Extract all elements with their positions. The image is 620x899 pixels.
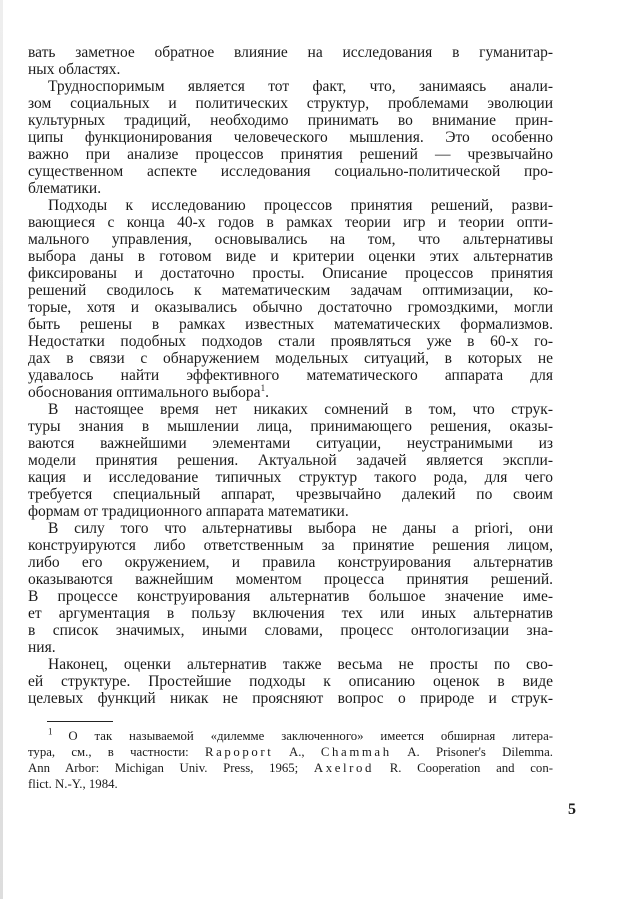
footnote-text: A.,	[273, 745, 321, 759]
page-number: 5	[568, 801, 576, 818]
text-line: Недостатки подобных подходов стали проявляться уже в 60-х го-	[28, 333, 553, 350]
text-line: ет аргументация в пользу включения тех или иных альтернатив	[28, 605, 553, 622]
text-line: быть решены в рамках известных математических формализмов.	[28, 316, 553, 333]
text-line: в список значимых, иными словами, процесс онтологизации зна-	[28, 622, 553, 639]
author-name: Rapoport	[205, 745, 274, 759]
text-line: В процессе конструирования альтернатив большое значение име-	[28, 588, 553, 605]
footnote-line	[28, 776, 553, 792]
footnote-text: тура, см., в частности:	[28, 745, 205, 759]
text-line: конструируются либо ответственным за принятие решения лицом,	[28, 537, 553, 554]
author-name: Axelrod	[313, 761, 375, 775]
text-line: ей структуре. Простейшие подходы к описанию оценок в виде	[28, 673, 553, 690]
text-line: решений сводилось к математическим задачам оптимизации, ко-	[28, 282, 553, 299]
footnote-text: Ann Arbor: Michigan Univ. Press, 1965;	[28, 761, 314, 775]
text-line: дах в связи с обнаружением модельных ситуаций, в которых не	[28, 350, 553, 367]
text-line: выбора даны в готовом виде и критерии оценки этих альтернатив	[28, 248, 553, 265]
text-line: модели принятия решения. Актуальной задачей является экспли-	[28, 452, 553, 469]
text-line: ния.	[28, 639, 56, 656]
text-line: торые, хотя и оказывались обычно достаточно громоздкими, могли	[28, 299, 553, 316]
text-line: культурных традиций, необходимо принимать во внимание прин-	[28, 112, 553, 129]
footnote-line	[28, 728, 553, 744]
footnote-marker: 1	[48, 726, 69, 737]
text-line: требуется специальный аппарат, чрезвычайно далекий по своим	[28, 486, 553, 503]
text-line: мального управления, основывались на том, что альтернативы	[28, 231, 553, 248]
text-line: существенном аспекте исследования социально-политической про-	[28, 163, 553, 180]
scan-edge	[0, 0, 3, 899]
text-line: Наконец, оценки альтернатив также весьма не просты по сво-	[48, 656, 553, 673]
footnote-reference: 1	[260, 382, 266, 393]
text-line: Трудноспоримым является тот факт, что, занимаясь анали-	[48, 78, 553, 95]
footnote-line	[28, 760, 553, 776]
text-line: обоснования оптимального выбора$^1$.	[28, 382, 269, 401]
text-line: оказываются важнейшим моментом процесса принятия решений.	[28, 571, 553, 588]
text-line: вающиеся с конца 40-х годов в рамках теории игр и теории опти-	[28, 214, 553, 231]
text-line: Подходы к исследованию процессов принятия решений, разви-	[48, 197, 553, 214]
text-line: удавалось найти эффективного математического аппарата для	[28, 367, 553, 384]
footnote-divider	[47, 721, 113, 722]
text-line: либо его окружением, и правила конструирования альтернатив	[28, 554, 553, 571]
text-line: ных областях.	[28, 61, 121, 78]
footnote-text: A. Prisoner's Dilemma.	[391, 745, 553, 759]
footnote-text: О так называемой «дилемме заключенного» имеется обширная литера-	[68, 729, 554, 743]
text-line: целевых функций никак не проясняют вопрос о природе и струк-	[28, 690, 553, 707]
text-line: ваются важнейшими элементами ситуации, неустранимыми из	[28, 435, 553, 452]
footnote-text: R. Cooperation and con-	[374, 761, 553, 775]
text-line: В настоящее время нет никаких сомнений в том, что струк-	[48, 401, 553, 418]
text-line: формам от традиционного аппарата математики.	[28, 503, 349, 520]
text-line: В силу того что альтернативы выбора не даны a priori, они	[48, 520, 553, 537]
text-line: важно при анализе процессов принятия решений — чрезвычайно	[28, 146, 553, 163]
text-line: вать заметное обратное влияние на исследования в гуманитар-	[28, 44, 553, 61]
footnote-text: flict. N.-Y., 1984.	[28, 777, 118, 791]
text-line: кация и исследование типичных структур такого рода, для чего	[28, 469, 553, 486]
text-line: зом социальных и политических структур, проблемами эволюции	[28, 95, 553, 112]
text-line: туры знания в мышлении лица, принимающего решения, оказы-	[28, 418, 553, 435]
text-line: фиксированы и достаточно просты. Описание процессов принятия	[28, 265, 553, 282]
text-line: ципы функционирования человеческого мышления. Это особенно	[28, 129, 553, 146]
footnote-line	[28, 744, 553, 760]
text-line: блематики.	[28, 180, 102, 197]
author-name: Chammah	[320, 745, 392, 759]
